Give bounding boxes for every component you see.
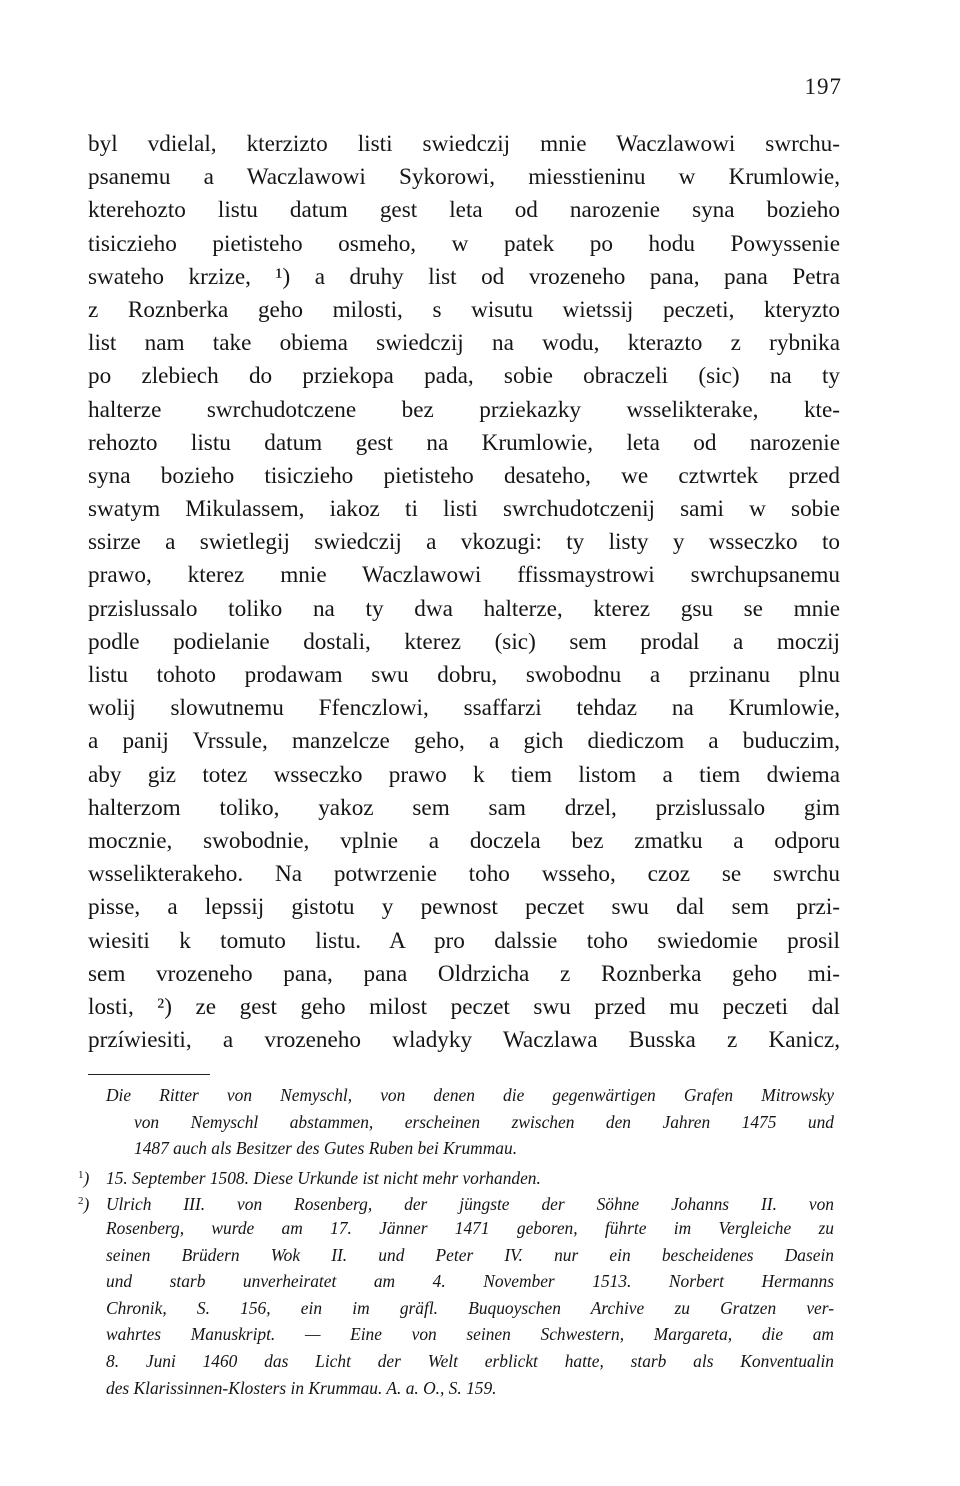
footnote-paren: ) [83,1167,90,1188]
text-line: swateho krzize, ¹) a druhy list od vrozeneho pana, pana Petra [88,263,840,290]
footnote-marker [78,1188,106,1218]
text-line: rehozto listu datum gest na Krumlowie, leta od narozenie [88,429,840,456]
main-text-body [88,128,840,1057]
footnote-paren: ) [83,1194,90,1215]
footnote-line: Rosenberg, wurde am 17. Jänner 1471 geboren, führte im Vergleiche zu [106,1217,834,1238]
footnote-line: 1487 auch als Besitzer des Gutes Ruben bei Krummau. [134,1138,518,1159]
text-line: ssirze a swietlegij swiedczij a vkozugi: ty listy y wsseczko to [88,529,840,556]
text-line: kterehozto listu datum gest leta od narozenie syna bozieho [88,197,840,224]
text-line: wiesiti k tomuto listu. A pro dalssie toho swiedomie prosil [88,927,840,954]
footnote-line: und starb unverheiratet am 4. November 1513. Norbert Hermanns [106,1271,834,1292]
text-line: prawo, kterez mnie Waczlawowi ffissmaystrowi swrchupsanemu [88,562,840,589]
footnote-line: Chronik, S. 156, ein im gräfl. Buquoyschen Archive zu Gratzen ver- [106,1297,834,1318]
footnote-line: Die Ritter von Nemyschl, von denen die gegenwärtigen Grafen Mitrowsky [106,1085,834,1105]
footnote-2 [78,1188,834,1401]
footnote-line: wahrtes Manuskript. — Eine von seinen Schwestern, Margareta, die am [106,1324,834,1345]
text-line: halterze swrchudotczene bez prziekazky wsselikterake, kte- [88,396,840,423]
text-line: z Roznberka geho milosti, s wisutu wietssij peczeti, kteryzto [88,296,840,323]
text-line: tisiczieho pietisteho osmeho, w patek po hodu Powyssenie [88,230,840,257]
text-line: byl vdielal, kterzizto listi swiedczij mnie Waczlawowi swrchu- [88,131,840,157]
footnote-number: 1 [78,1168,84,1181]
text-line: listu tohoto prodawam swu dobru, swobodnu a przinanu plnu [88,662,840,688]
text-line: przíwiesiti, a vrozeneho wladyky Waczlawa Busska z Kanicz, [88,1027,840,1054]
footnote-intro [106,1082,834,1162]
footnote-1 [78,1162,834,1189]
text-line: mocznie, swobodnie, vplnie a doczela bez zmatku a odporu [88,827,840,854]
text-line: list nam take obiema swiedczij na wodu, kterazto z rybnika [88,330,840,357]
text-line: po zlebiech do prziekopa pada, sobie obraczeli (sic) na ty [88,363,840,390]
page-number: 197 [804,74,842,99]
text-line: aby giz totez wsseczko prawo k tiem listom a tiem dwiema [88,761,840,788]
footnotes [78,1082,834,1401]
footnote-line: des Klarissinnen-Klosters in Krummau. A. a. O., S. 159. [106,1377,497,1398]
text-line: pisse, a lepssij gistotu y pewnost peczet swu dal sem przi- [88,894,840,921]
footnote-line [78,1188,834,1215]
footnote-text: Ulrich III. von Rosenberg, der jüngste der Söhne Johanns II. von [106,1194,834,1215]
footnote-line: 8. Juni 1460 das Licht der Welt erblickt hatte, starb als Konventualin [106,1350,834,1371]
text-line: wolij slowutnemu Ffenczlowi, ssaffarzi tehdaz na Krumlowie, [88,695,840,722]
footnote-line [78,1162,834,1189]
footnote-number: 2 [78,1195,84,1208]
text-line: syna bozieho tisiczieho pietisteho desateho, we cztwrtek przed [88,462,840,489]
text-line: swatym Mikulassem, iakoz ti listi swrchudotczenij sami w sobie [88,496,840,523]
footnote-line: von Nemyschl abstammen, erscheinen zwischen den Jahren 1475 und [134,1111,834,1132]
footnote-marker [78,1162,106,1192]
text-line: halterzom toliko, yakoz sem sam drzel, przislussalo gim [88,794,840,821]
text-line: podle podielanie dostali, kterez (sic) sem prodal a moczij [88,628,840,655]
text-line: losti, ²) ze gest geho milost peczet swu przed mu peczeti dal [88,993,840,1020]
text-line: a panij Vrssule, manzelcze geho, a gich diediczom a buduczim, [88,728,840,755]
text-line: przislussalo toliko na ty dwa halterze, kterez gsu se mnie [88,595,840,622]
footnote-separator-rule [88,1074,210,1075]
text-line: psanemu a Waczlawowi Sykorowi, miesstieninu w Krumlowie, [88,164,840,191]
text-line: wsselikterakeho. Na potwrzenie toho wsseho, czoz se swrchu [88,861,840,888]
footnote-line: seinen Brüdern Wok II. und Peter IV. nur ein bescheidenes Dasein [106,1244,834,1265]
footnote-text: 15. September 1508. Diese Urkunde ist nicht mehr vorhanden. [106,1167,541,1188]
text-line: sem vrozeneho pana, pana Oldrzicha z Roznberka geho mi- [88,960,840,987]
